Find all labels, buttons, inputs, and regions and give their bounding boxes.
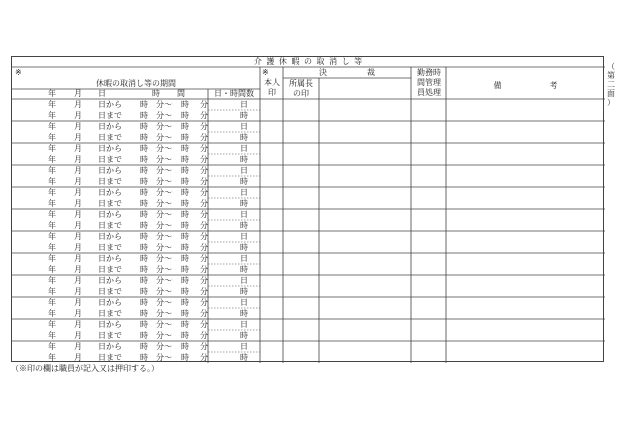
row-to-cell: 月	[74, 286, 82, 296]
row-to-cell: 日まで	[98, 330, 122, 340]
row-from-cell: 日	[240, 232, 248, 241]
row-to-cell: 分〜	[156, 176, 172, 186]
row-from-cell: 年	[48, 210, 56, 219]
decision-header: 決 裁	[319, 68, 375, 77]
row-to-cell: 年	[48, 264, 56, 274]
row-to-cell: 日まで	[98, 286, 122, 296]
row-to-cell: 時	[140, 286, 148, 296]
row-from-cell: 日から	[98, 342, 122, 351]
row-to-cell: 日まで	[98, 110, 122, 120]
row-from-cell: 日	[240, 100, 248, 109]
row-from-cell: 日から	[98, 100, 122, 109]
col-time: 時	[152, 89, 160, 98]
row-to-cell: 時	[181, 154, 189, 164]
row-to-cell: 分〜	[156, 352, 172, 362]
row-to-cell: 時	[240, 352, 248, 362]
row-to-cell: 分	[200, 132, 208, 142]
row-from-cell: 分〜	[156, 254, 172, 263]
col-interval: 間	[177, 89, 185, 98]
row-to-cell: 分	[200, 352, 208, 362]
row-from-cell: 日	[240, 254, 248, 263]
row-from-cell: 分〜	[156, 232, 172, 241]
row-to-cell: 時	[140, 264, 148, 274]
row-from-cell: 日	[240, 298, 248, 307]
row-from-cell: 分	[200, 210, 208, 219]
row-to-cell: 時	[140, 308, 148, 318]
row-from-cell: 月	[74, 210, 82, 219]
row-to-cell: 時	[140, 110, 148, 120]
row-to-cell: 時	[181, 264, 189, 274]
row-from-cell: 分	[200, 122, 208, 131]
row-from-cell: 年	[48, 122, 56, 131]
form-title: 介 護 休 暇 の 取 消 し 等	[253, 57, 364, 66]
row-to-cell: 時	[181, 198, 189, 208]
remarks-header: 備 考	[493, 81, 558, 90]
row-from-cell: 日	[240, 342, 248, 351]
row-from-cell: 分〜	[156, 342, 172, 351]
row-from-cell: 分〜	[156, 122, 172, 131]
row-from-cell: 分〜	[156, 144, 172, 153]
row-from-cell: 年	[48, 188, 56, 197]
row-from-cell: 時	[181, 342, 189, 351]
row-to-cell: 年	[48, 154, 56, 164]
row-to-cell: 時	[140, 220, 148, 230]
row-from-cell: 時	[181, 100, 189, 109]
row-to-cell: 時	[240, 286, 248, 296]
row-to-cell: 分	[200, 220, 208, 230]
row-from-cell: 月	[74, 254, 82, 263]
row-to-cell: 時	[181, 352, 189, 362]
row-from-cell: 時	[140, 342, 148, 351]
row-from-cell: 日	[240, 210, 248, 219]
row-from-cell: 分〜	[156, 210, 172, 219]
row-from-cell: 月	[74, 144, 82, 153]
row-from-cell: 月	[74, 166, 82, 175]
row-to-cell: 分〜	[156, 110, 172, 120]
row-from-cell: 時	[140, 232, 148, 241]
row-from-cell: 時	[140, 144, 148, 153]
row-from-cell: 日から	[98, 188, 122, 197]
row-to-cell: 時	[240, 132, 248, 142]
row-from-cell: 年	[48, 342, 56, 351]
row-to-cell: 分	[200, 242, 208, 252]
row-to-cell: 分〜	[156, 132, 172, 142]
row-from-cell: 日	[240, 188, 248, 197]
row-from-cell: 月	[74, 188, 82, 197]
row-to-cell: 月	[74, 242, 82, 252]
row-from-cell: 日から	[98, 320, 122, 329]
row-to-cell: 分	[200, 264, 208, 274]
col-day: 日	[98, 89, 106, 98]
row-to-cell: 月	[74, 308, 82, 318]
row-from-cell: 日から	[98, 232, 122, 241]
row-from-cell: 日から	[98, 210, 122, 219]
row-from-cell: 日	[240, 122, 248, 131]
row-to-cell: 時	[181, 220, 189, 230]
row-to-cell: 分	[200, 154, 208, 164]
row-from-cell: 分	[200, 320, 208, 329]
row-from-cell: 分	[200, 298, 208, 307]
care-leave-cancellation-form	[11, 56, 604, 362]
row-from-cell: 時	[181, 122, 189, 131]
director-seal-header: 所属長の印	[289, 79, 313, 98]
row-to-cell: 時	[240, 220, 248, 230]
row-to-cell: 月	[74, 176, 82, 186]
row-to-cell: 分〜	[156, 286, 172, 296]
row-to-cell: 時	[240, 110, 248, 120]
mark-period: ※	[15, 68, 22, 77]
row-to-cell: 時	[240, 264, 248, 274]
row-from-cell: 日	[240, 166, 248, 175]
row-to-cell: 時	[140, 198, 148, 208]
row-to-cell: 時	[240, 198, 248, 208]
row-to-cell: 年	[48, 352, 56, 362]
row-from-cell: 月	[74, 298, 82, 307]
row-from-cell: 分〜	[156, 188, 172, 197]
row-to-cell: 日まで	[98, 220, 122, 230]
row-from-cell: 時	[140, 254, 148, 263]
row-to-cell: 分〜	[156, 330, 172, 340]
row-from-cell: 月	[74, 122, 82, 131]
row-to-cell: 時	[240, 308, 248, 318]
row-to-cell: 年	[48, 286, 56, 296]
row-to-cell: 月	[74, 264, 82, 274]
row-to-cell: 時	[240, 242, 248, 252]
row-to-cell: 年	[48, 242, 56, 252]
row-to-cell: 月	[74, 132, 82, 142]
row-to-cell: 月	[74, 330, 82, 340]
row-to-cell: 日まで	[98, 154, 122, 164]
row-from-cell: 年	[48, 320, 56, 329]
personal-seal-header: 本人印	[264, 78, 280, 97]
row-from-cell: 時	[181, 210, 189, 219]
row-to-cell: 時	[140, 352, 148, 362]
row-from-cell: 分	[200, 166, 208, 175]
row-to-cell: 年	[48, 176, 56, 186]
row-from-cell: 日	[240, 144, 248, 153]
row-from-cell: 年	[48, 276, 56, 285]
period-header: 休暇の取消し等の期間	[96, 79, 176, 88]
row-from-cell: 分	[200, 144, 208, 153]
row-from-cell: 時	[181, 320, 189, 329]
row-from-cell: 時	[140, 122, 148, 131]
row-to-cell: 時	[181, 330, 189, 340]
row-from-cell: 時	[181, 144, 189, 153]
row-from-cell: 時	[181, 276, 189, 285]
row-to-cell: 日まで	[98, 308, 122, 318]
col-month: 月	[74, 89, 82, 98]
row-from-cell: 時	[140, 166, 148, 175]
row-to-cell: 分	[200, 176, 208, 186]
row-to-cell: 分〜	[156, 242, 172, 252]
row-to-cell: 分	[200, 286, 208, 296]
row-to-cell: 分〜	[156, 154, 172, 164]
row-from-cell: 分〜	[156, 298, 172, 307]
row-to-cell: 分	[200, 330, 208, 340]
row-to-cell: 年	[48, 198, 56, 208]
page-label: （ 第 二 面 ）	[607, 62, 615, 107]
row-to-cell: 年	[48, 110, 56, 120]
row-to-cell: 月	[74, 198, 82, 208]
footnote: （※印の欄は職員が記入又は押印する。）	[11, 364, 159, 373]
row-from-cell: 時	[181, 254, 189, 263]
row-to-cell: 月	[74, 154, 82, 164]
mark-seal: ※	[262, 68, 269, 77]
row-from-cell: 分	[200, 188, 208, 197]
row-to-cell: 時	[240, 154, 248, 164]
row-from-cell: 日から	[98, 276, 122, 285]
row-to-cell: 分〜	[156, 308, 172, 318]
row-to-cell: 時	[181, 308, 189, 318]
duty-manager-header: 勤務時間管理員処理	[417, 68, 441, 97]
row-to-cell: 時	[140, 176, 148, 186]
row-from-cell: 日から	[98, 144, 122, 153]
row-to-cell: 分	[200, 110, 208, 120]
row-from-cell: 時	[140, 210, 148, 219]
row-from-cell: 分	[200, 254, 208, 263]
row-to-cell: 月	[74, 110, 82, 120]
row-from-cell: 年	[48, 232, 56, 241]
row-from-cell: 日	[240, 276, 248, 285]
row-to-cell: 分	[200, 198, 208, 208]
row-to-cell: 時	[181, 132, 189, 142]
row-to-cell: 時	[140, 330, 148, 340]
row-from-cell: 時	[140, 298, 148, 307]
row-to-cell: 時	[240, 330, 248, 340]
row-from-cell: 時	[181, 166, 189, 175]
row-from-cell: 年	[48, 144, 56, 153]
row-to-cell: 分〜	[156, 220, 172, 230]
row-to-cell: 時	[181, 176, 189, 186]
row-to-cell: 年	[48, 132, 56, 142]
row-to-cell: 分	[200, 308, 208, 318]
row-from-cell: 分	[200, 342, 208, 351]
row-from-cell: 年	[48, 166, 56, 175]
days-hours-header: 日・時間数	[214, 89, 254, 98]
row-from-cell: 時	[140, 100, 148, 109]
row-from-cell: 月	[74, 320, 82, 329]
row-from-cell: 時	[140, 320, 148, 329]
row-from-cell: 日から	[98, 122, 122, 131]
row-to-cell: 時	[181, 110, 189, 120]
row-from-cell: 分〜	[156, 320, 172, 329]
row-to-cell: 年	[48, 308, 56, 318]
row-to-cell: 時	[140, 154, 148, 164]
row-from-cell: 分〜	[156, 276, 172, 285]
row-to-cell: 年	[48, 220, 56, 230]
row-to-cell: 日まで	[98, 176, 122, 186]
row-to-cell: 年	[48, 330, 56, 340]
row-from-cell: 時	[140, 276, 148, 285]
row-from-cell: 分	[200, 100, 208, 109]
row-from-cell: 日から	[98, 254, 122, 263]
row-to-cell: 時	[181, 286, 189, 296]
row-to-cell: 分〜	[156, 198, 172, 208]
row-to-cell: 日まで	[98, 264, 122, 274]
row-to-cell: 時	[181, 242, 189, 252]
row-to-cell: 日まで	[98, 242, 122, 252]
row-from-cell: 分〜	[156, 100, 172, 109]
row-from-cell: 分	[200, 232, 208, 241]
row-from-cell: 時	[140, 188, 148, 197]
row-from-cell: 分〜	[156, 166, 172, 175]
row-to-cell: 時	[140, 132, 148, 142]
row-from-cell: 分	[200, 276, 208, 285]
row-from-cell: 年	[48, 298, 56, 307]
row-to-cell: 時	[240, 176, 248, 186]
row-from-cell: 月	[74, 232, 82, 241]
row-from-cell: 日	[240, 320, 248, 329]
row-to-cell: 分〜	[156, 264, 172, 274]
row-to-cell: 日まで	[98, 352, 122, 362]
row-from-cell: 時	[181, 232, 189, 241]
row-from-cell: 日から	[98, 166, 122, 175]
row-to-cell: 月	[74, 220, 82, 230]
row-to-cell: 日まで	[98, 132, 122, 142]
row-from-cell: 月	[74, 276, 82, 285]
col-year: 年	[48, 89, 56, 98]
row-from-cell: 月	[74, 342, 82, 351]
row-from-cell: 月	[74, 100, 82, 109]
row-to-cell: 時	[140, 242, 148, 252]
row-from-cell: 時	[181, 298, 189, 307]
row-from-cell: 日から	[98, 298, 122, 307]
row-from-cell: 時	[181, 188, 189, 197]
row-from-cell: 年	[48, 100, 56, 109]
row-from-cell: 年	[48, 254, 56, 263]
row-to-cell: 日まで	[98, 198, 122, 208]
row-to-cell: 月	[74, 352, 82, 362]
